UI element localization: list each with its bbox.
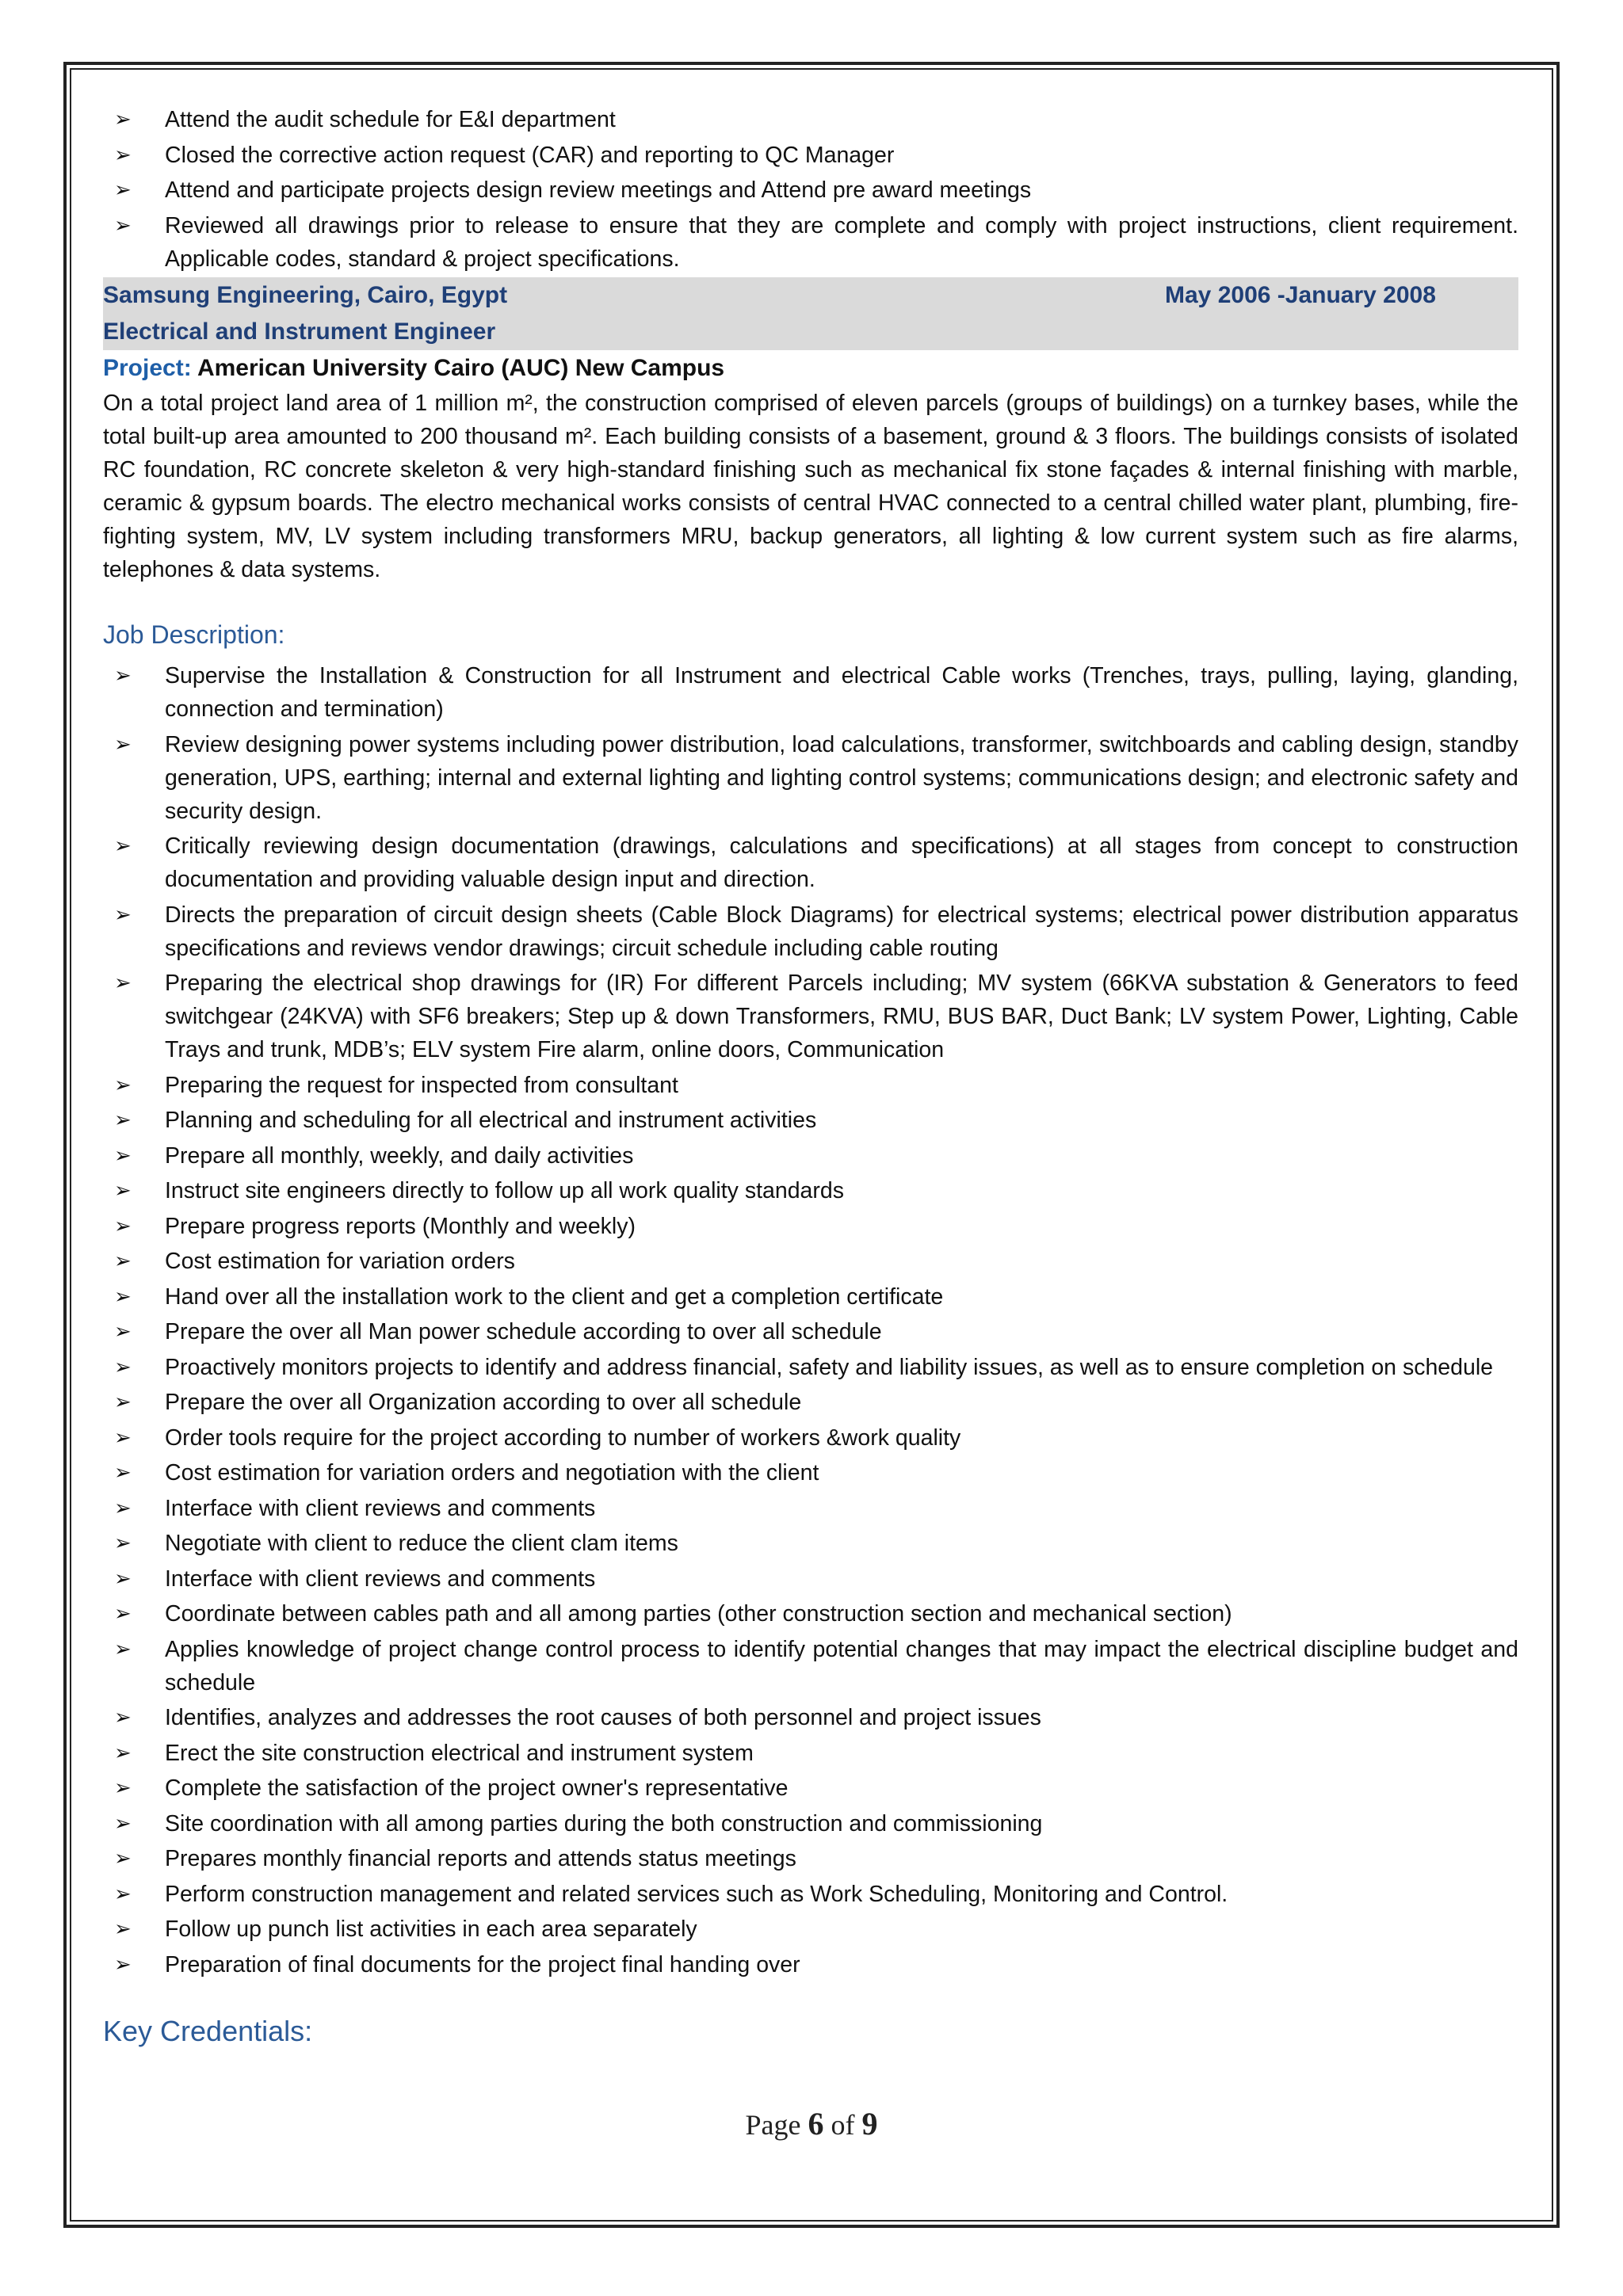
arrow-bullet-icon: ➢ (114, 1566, 132, 1591)
list-item-text: Perform construction management and related services such as Work Scheduling, Monitoring and Control. (165, 1881, 1228, 1907)
arrow-bullet-icon: ➢ (114, 1706, 132, 1730)
footer-page-word: Page (745, 2109, 801, 2141)
list-item (103, 1069, 1518, 1102)
list-item (103, 967, 1518, 1066)
list-item (103, 103, 1518, 136)
list-item (103, 174, 1518, 207)
list-item (103, 830, 1518, 896)
list-item-text: Critically reviewing design documentation (drawings, calculations and specifications) at all stages from concept to construction documentation and providing valuable design input and direction. (165, 833, 1518, 892)
arrow-bullet-icon: ➢ (114, 1952, 132, 1977)
job-description-heading: Job Description: (103, 620, 285, 649)
arrow-bullet-icon: ➢ (114, 213, 132, 238)
arrow-bullet-icon: ➢ (114, 1602, 132, 1626)
project-name: American University Cairo (AUC) New Campus (197, 355, 725, 381)
list-item-text: Site coordination with all among parties during the both construction and commissioning (165, 1810, 1043, 1836)
list-item (103, 1421, 1518, 1455)
arrow-bullet-icon: ➢ (114, 1496, 132, 1520)
project-description: On a total project land area of 1 million m², the construction comprised of eleven parcels (groups of buildings) on a turnkey bases, while the total built-up area amounted to 200 thousand m². Each building consists of a basement, ground & 3 floors. The buildings consists of isolated RC foundation, RC concrete skeleton & very high-standard finishing such as mechanical fix stone façades & internal finishing with marble, ceramic & gypsum boards. The electro mechanical works consists of central HVAC connected to a central chilled water plant, plumbing, fire-fighting system, MV, LV system including transformers MRU, backup generators, all lighting & low current system such as fire alarms, telephones & data systems. (103, 391, 1518, 582)
arrow-bullet-icon: ➢ (114, 732, 132, 757)
list-item (103, 1386, 1518, 1419)
arrow-bullet-icon: ➢ (114, 1108, 132, 1132)
job-bullet-list (103, 659, 1518, 1981)
list-item-text: Hand over all the installation work to the client and get a completion certificate (165, 1283, 944, 1310)
list-item (103, 209, 1518, 276)
list-item (103, 1280, 1518, 1314)
arrow-bullet-icon: ➢ (114, 1320, 132, 1344)
list-item (103, 1456, 1518, 1489)
list-item (103, 1139, 1518, 1173)
footer-page-number: 6 (808, 2106, 824, 2142)
list-item-text: Complete the satisfaction of the project owner's representative (165, 1775, 789, 1801)
project-line (103, 350, 1518, 387)
list-item (103, 1807, 1518, 1840)
footer-of-word: of (831, 2109, 855, 2141)
arrow-bullet-icon: ➢ (114, 1179, 132, 1203)
arrow-bullet-icon: ➢ (114, 1461, 132, 1485)
list-item-text: Preparing the electrical shop drawings for (IR) For different Parcels including; MV system (66KVA substation & Generators to feed switchgear (24KVA) with SF6 breakers; Step up & down Transformers, RMU, BUS BAR, Duct Bank; LV system Power, Lighting, Cable Trays and trunk, MDB’s; ELV system Fire alarm, online doors, Communication (165, 971, 1518, 1062)
list-item-text: Closed the corrective action request (CAR) and reporting to QC Manager (165, 142, 895, 168)
list-item (103, 1315, 1518, 1348)
list-item (103, 1210, 1518, 1243)
list-item-text: Prepare the over all Man power schedule according to over all schedule (165, 1319, 882, 1344)
arrow-bullet-icon: ➢ (114, 971, 132, 995)
list-item (103, 1948, 1518, 1981)
list-item-text: Attend and participate projects design review meetings and Attend pre award meetings (165, 177, 1032, 203)
arrow-bullet-icon: ➢ (114, 108, 132, 132)
job-header (103, 277, 1518, 350)
list-item (103, 1597, 1518, 1630)
list-item-text: Identifies, analyzes and addresses the root causes of both personnel and project issues (165, 1705, 1041, 1730)
list-item (103, 1878, 1518, 1911)
list-item (103, 728, 1518, 828)
list-item (103, 1772, 1518, 1805)
list-item-text: Cost estimation for variation orders (165, 1249, 515, 1274)
arrow-bullet-icon: ➢ (114, 178, 132, 202)
key-credentials-heading: Key Credentials: (103, 2014, 313, 2047)
arrow-bullet-icon: ➢ (114, 1811, 132, 1836)
list-item-text: Attend the audit schedule for E&I department (165, 107, 616, 132)
list-item (103, 1633, 1518, 1699)
arrow-bullet-icon: ➢ (114, 834, 132, 858)
list-item-text: Prepare all monthly, weekly, and daily activities (165, 1142, 634, 1169)
list-item (103, 139, 1518, 172)
list-item-text: Reviewed all drawings prior to release to ensure that they are complete and comply with project instructions, client requirement. Applicable codes, standard & project specifications. (165, 212, 1518, 272)
list-item-text: Planning and scheduling for all electrical and instrument activities (165, 1108, 817, 1133)
list-item-text: Follow up punch list activities in each area separately (165, 1917, 697, 1942)
list-item-text: Preparation of final documents for the project final handing over (165, 1951, 800, 1978)
list-item (103, 1562, 1518, 1596)
list-item-text: Cost estimation for variation orders and negotiation with the client (165, 1460, 819, 1486)
list-item (103, 1492, 1518, 1525)
list-item (103, 1174, 1518, 1207)
list-item (103, 1527, 1518, 1560)
list-item-text: Applies knowledge of project change control process to identify potential changes that may impact the electrical discipline budget and schedule (165, 1636, 1518, 1695)
arrow-bullet-icon: ➢ (114, 1390, 132, 1414)
arrow-bullet-icon: ➢ (114, 1143, 132, 1168)
job-dates: May 2006 -January 2008 (1165, 282, 1436, 308)
list-item-text: Negotiate with client to reduce the client clam items (165, 1531, 678, 1556)
list-item-text: Interface with client reviews and comments (165, 1495, 596, 1521)
list-item (103, 1913, 1518, 1946)
list-item-text: Directs the preparation of circuit design sheets (Cable Block Diagrams) for electrical systems; electrical power distribution apparatus specifications and reviews vendor drawings; circuit schedule including cable routing (165, 902, 1518, 961)
list-item (103, 1351, 1518, 1384)
arrow-bullet-icon: ➢ (114, 1917, 132, 1941)
list-item-text: Prepares monthly financial reports and attends status meetings (165, 1846, 796, 1871)
arrow-bullet-icon: ➢ (114, 1847, 132, 1871)
list-item-text: Coordinate between cables path and all among parties (other construction section and mechanical section) (165, 1601, 1232, 1627)
list-item-text: Review designing power systems including power distribution, load calculations, transformer, switchboards and cabling design, standby generation, UPS, earthing; internal and external lighting and lighting control systems; communications design; and electronic safety and security design. (165, 731, 1518, 824)
list-item-text: Prepare the over all Organization according to over all schedule (165, 1390, 802, 1415)
arrow-bullet-icon: ➢ (114, 664, 132, 688)
arrow-bullet-icon: ➢ (114, 1284, 132, 1309)
list-item-text: Instruct site engineers directly to follow up all work quality standards (165, 1178, 844, 1203)
company-name: Samsung Engineering, Cairo, Egypt (103, 282, 508, 308)
list-item (103, 1737, 1518, 1770)
list-item-text: Erect the site construction electrical and instrument system (165, 1740, 754, 1766)
arrow-bullet-icon: ➢ (114, 902, 132, 927)
list-item (103, 1701, 1518, 1734)
list-item-text: Order tools require for the project according to number of workers &work quality (165, 1425, 961, 1451)
list-item-text: Supervise the Installation & Construction for all Instrument and electrical Cable works (Trenches, trays, pulling, laying, glanding, connection and termination) (165, 663, 1518, 722)
arrow-bullet-icon: ➢ (114, 1882, 132, 1906)
arrow-bullet-icon: ➢ (114, 1355, 132, 1379)
arrow-bullet-icon: ➢ (114, 1249, 132, 1273)
arrow-bullet-icon: ➢ (114, 1073, 132, 1097)
page-content (103, 103, 1518, 2051)
list-item-text: Prepare progress reports (Monthly and weekly) (165, 1213, 636, 1239)
project-label: Project: (103, 355, 192, 381)
list-item-text: Preparing the request for inspected from consultant (165, 1072, 678, 1098)
arrow-bullet-icon: ➢ (114, 1637, 132, 1661)
arrow-bullet-icon: ➢ (114, 1425, 132, 1450)
arrow-bullet-icon: ➢ (114, 1776, 132, 1800)
arrow-bullet-icon: ➢ (114, 1531, 132, 1555)
list-item (103, 659, 1518, 726)
list-item-text: Proactively monitors projects to identify and address financial, safety and liability issues, as well as to ensure completion on schedule (165, 1354, 1494, 1380)
top-bullet-list (103, 103, 1518, 276)
arrow-bullet-icon: ➢ (114, 1741, 132, 1765)
list-item (103, 1104, 1518, 1137)
list-item-text: Interface with client reviews and comments (165, 1566, 596, 1592)
page-footer (0, 2104, 1623, 2145)
arrow-bullet-icon: ➢ (114, 143, 132, 167)
list-item (103, 1245, 1518, 1278)
footer-total-pages: 9 (861, 2106, 878, 2142)
list-item (103, 898, 1518, 965)
job-role: Electrical and Instrument Engineer (103, 318, 496, 345)
list-item (103, 1842, 1518, 1875)
arrow-bullet-icon: ➢ (114, 1214, 132, 1238)
